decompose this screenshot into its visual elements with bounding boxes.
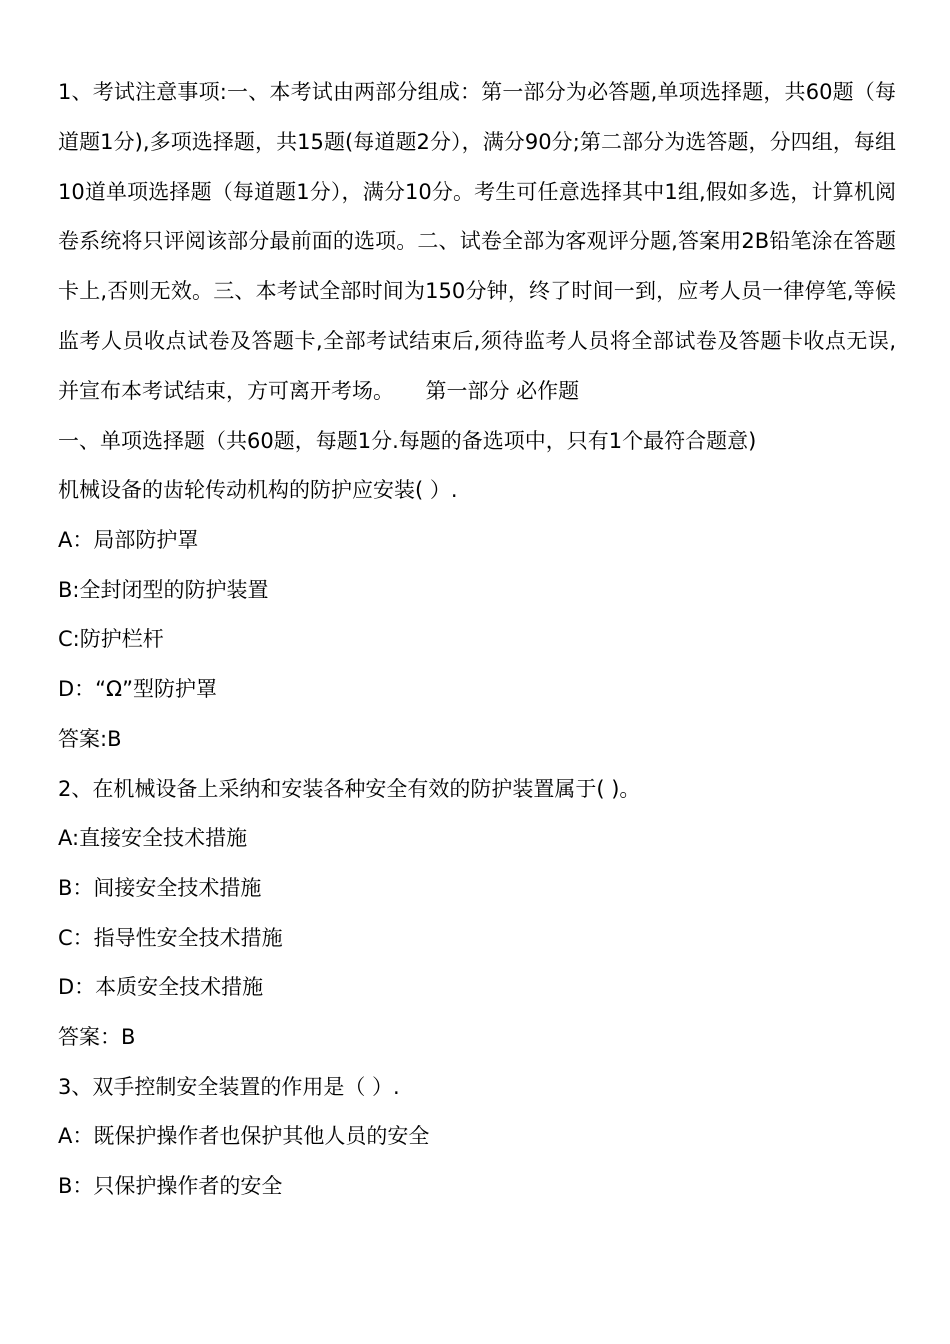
question-2-answer: 答案：B	[58, 1025, 136, 1050]
question-2-option-a: A:直接安全技术措施	[58, 826, 248, 851]
question-2-stem: 2、在机械设备上采纳和安装各种安全有效的防护装置属于( )。	[58, 776, 641, 801]
question-1-option-c: C:防护栏杆	[58, 627, 164, 652]
question-1-stem: 机械设备的齿轮传动机构的防护应安装( ）.	[58, 478, 458, 503]
question-2-option-c: C：指导性安全技术措施	[58, 925, 283, 950]
question-2-option-d: D：本质安全技术措施	[58, 975, 264, 1000]
question-1-option-b: B:全封闭型的防护装置	[58, 577, 269, 602]
question-3-stem: 3、双手控制安全装置的作用是（ ）.	[58, 1074, 400, 1099]
question-1-option-d: D：“Ω”型防护罩	[58, 677, 217, 702]
question-2-option-b: B：间接安全技术措施	[58, 875, 262, 900]
question-3-option-b: B：只保护操作者的安全	[58, 1174, 283, 1199]
question-1-answer: 答案:B	[58, 726, 122, 751]
question-3-option-a: A：既保护操作者也保护其他人员的安全	[58, 1124, 430, 1149]
document-content	[58, 68, 896, 1212]
exam-notice-paragraph: 1、考试注意事项:一、本考试由两部分组成：第一部分为必答题,单项选择题，共60题（每道题1分),多项选择题，共15题(每道题2分），满分90分;第二部分为选答题，分四组，每组10道单项选择题（每道题1分），满分10分。考生可任意选择其中1组,假如多选，计算机阅卷系统将只评阅该部分最前面的选项。二、试卷全部为客观评分题,答案用2B铅笔涂在答题卡上,否则无效。三、本考试全部时间为150分钟，终了时间一到，应考人员一律停笔,等候监考人员收点试卷及答题卡,全部考试结束后,须待监考人员将全部试卷及答题卡收点无误,并宣布本考试结束，方可离开考场。 第一部分 必作题	[58, 80, 896, 403]
question-1-option-a: A：局部防护罩	[58, 527, 199, 552]
section-heading: 一、单项选择题（共60题，每题1分.每题的备选项中，只有1个最符合题意)	[58, 428, 757, 453]
